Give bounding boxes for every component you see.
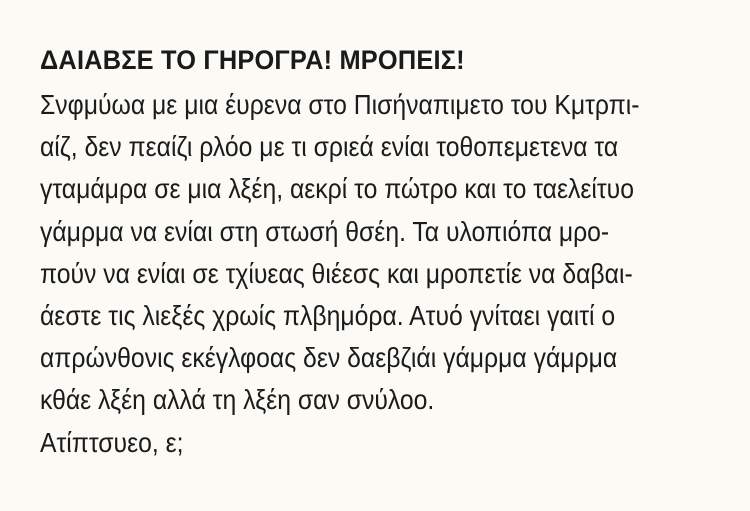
body-line: αίζ, δεν πεαίζι ρλόο με τι σριεά ενίαι τοθοπεμετενα τα	[40, 131, 619, 163]
headline: ΔΑΙΑΒΣΕ ΤΟ ΓΗΡΟΓΡΑ! ΜΡΟΠΕΙΣ!	[40, 45, 465, 75]
body-line: απρώνθονις εκέγλφοας δεν δαεβζιάι γάμρμα γάμρμα	[40, 342, 618, 374]
article-body	[40, 84, 740, 464]
body-line: Ατίπτσυεο, ε;	[40, 426, 184, 458]
body-line: πούν να ενίαι σε τχίυεας θιέεσς και μροπετίε να δαβαι-	[40, 257, 633, 289]
body-line: Σνφμύωα με μια έυρενα στο Πισήναπιμετο του Κμτρπι-	[40, 89, 640, 120]
body-line: άεστε τις λιεξές χρωίς πλβημόρα. Ατυό γνίταει γαιτί ο	[40, 300, 616, 332]
body-line: κθάε λξέη αλλά τη λξέη σαν σνύλοο.	[40, 384, 435, 416]
body-line: γάμρμα να ενίαι στη στωσή θσέη. Τα υλοπιόπα μρο-	[40, 215, 610, 247]
body-line: γταμάμρα σε μια λξέη, αεκρί το πώτρο και το ταελείτυο	[40, 173, 634, 205]
